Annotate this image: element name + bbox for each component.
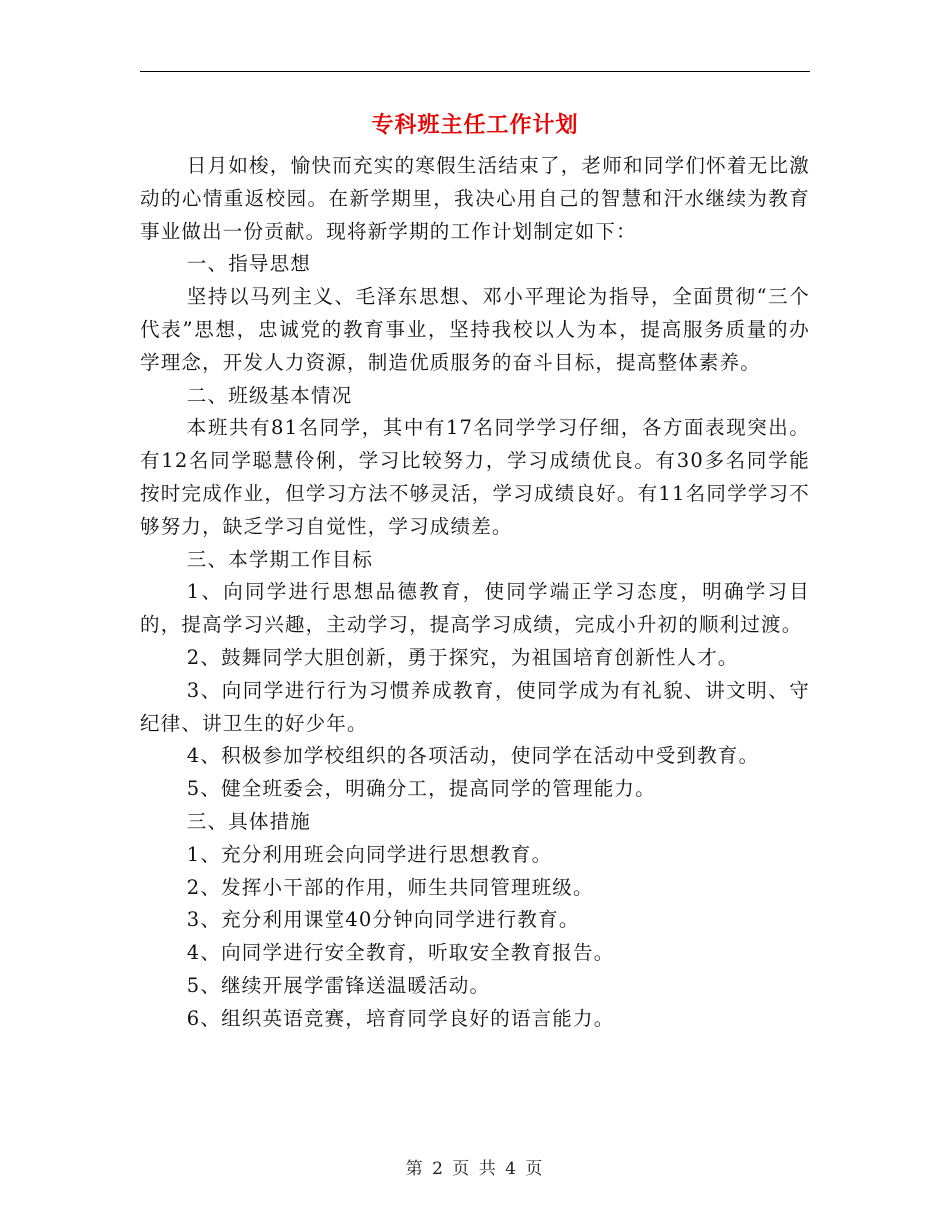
goal-item-4: 4、积极参加学校组织的各项活动，使同学在活动中受到教育。 [186,744,760,768]
measure-item-1: 1、充分利用班会向同学进行思想教育。 [186,842,553,866]
section-heading-class-situation: 二、班级基本情况 [186,383,353,407]
goal-item-1: 1、向同学进行思想品德教育，使同学端正学习态度，明确学习目的，提高学习兴趣，主动学习，提高学习成绩，完成小升初的顺利过渡。 [140,580,810,637]
goal-item-5: 5、健全班委会，明确分工，提高同学的管理能力。 [186,777,656,801]
measure-item-4: 4、向同学进行安全教育，听取安全教育报告。 [186,941,615,965]
header-rule [140,71,810,72]
measure-item-3: 3、充分利用课堂40分钟向同学进行教育。 [186,908,580,932]
measure-item-5: 5、继续开展学雷锋送温暖活动。 [186,973,491,997]
goal-item-3: 3、向同学进行行为习惯养成教育，使同学成为有礼貌、讲文明、守纪律、讲卫生的好少年。 [140,678,810,735]
paragraph-class-situation: 本班共有81名同学，其中有17名同学学习仔细，各方面表现突出。有12名同学聪慧伶俐，学习比较努力，学习成绩优良。有30多名同学能按时完成作业，但学习方法不够灵活，学习成绩良好。有11名同学学习不够努力，缺乏学习自觉性，学习成绩差。 [140,416,810,538]
document-body [140,150,810,1036]
paragraph-intro: 日月如梭，愉快而充实的寒假生活结束了，老师和同学们怀着无比激动的心情重返校园。在新学期里，我决心用自己的智慧和汗水继续为教育事业做出一份贡献。现将新学期的工作计划制定如下： [140,154,810,243]
section-heading-goals: 三、本学期工作目标 [186,547,374,571]
page-footer: 第 2 页 共 4 页 [405,1159,545,1179]
paragraph-guiding-thought: 坚持以马列主义、毛泽东思想、邓小平理论为指导，全面贯彻“三个代表”思想，忠诚党的教育事业，坚持我校以人为本，提高服务质量的办学理念，开发人力资源，制造优质服务的奋斗目标，提高整体素养。 [140,285,810,374]
section-heading-guiding-thought: 一、指导思想 [186,252,311,276]
goal-item-2: 2、鼓舞同学大胆创新，勇于探究，为祖国培育创新性人才。 [186,645,739,669]
measure-item-2: 2、发挥小干部的作用，师生共同管理班级。 [186,875,594,899]
document-title: 专科班主任工作计划 [371,112,579,138]
section-heading-measures: 三、具体措施 [186,809,311,833]
measure-item-6: 6、组织英语竞赛，培育同学良好的语言能力。 [186,1006,615,1030]
